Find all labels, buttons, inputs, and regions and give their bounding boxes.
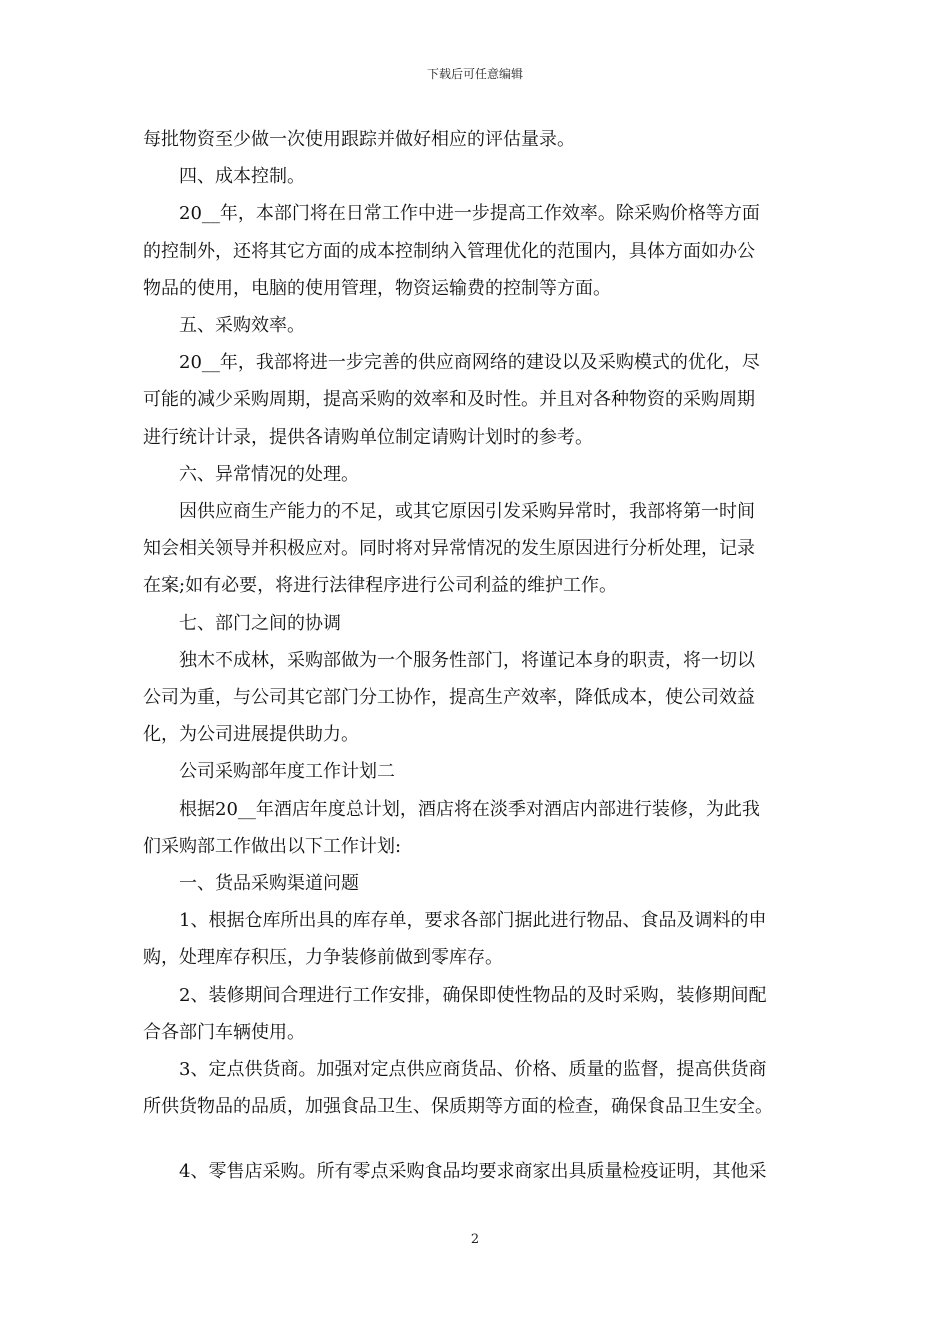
text-line: 们采购部工作做出以下工作计划: — [143, 835, 402, 857]
text-line: 3、定点供货商。加强对定点供应商货品、价格、质量的监督，提高供货商 — [143, 1059, 767, 1081]
page-header: 下载后可任意编辑 — [426, 67, 523, 81]
text-line: 因供应商生产能力的不足，或其它原因引发采购异常时，我部将第一时间 — [143, 501, 755, 523]
text-line: 可能的减少采购周期，提高采购的效率和及时性。并且对各种物资的采购周期 — [143, 389, 755, 411]
text-line: 20__年，我部将进一步完善的供应商网络的建设以及采购模式的优化，尽 — [143, 352, 760, 374]
document-subtitle: 公司采购部年度工作计划二 — [143, 761, 395, 783]
text-line: 知会相关领导并积极应对。同时将对异常情况的发生原因进行分析处理，记录 — [143, 538, 755, 560]
text-line: 每批物资至少做一次使用跟踪并做好相应的评估量录。 — [143, 129, 575, 150]
text-line: 1、根据仓库所出具的库存单，要求各部门据此进行物品、食品及调料的申 — [143, 910, 767, 932]
section-heading: 四、成本控制。 — [143, 166, 305, 188]
text-line: 4、零售店采购。所有零点采购食品均要求商家出具质量检疫证明，其他采 — [143, 1161, 767, 1183]
text-line: 根据20__年酒店年度总计划，酒店将在淡季对酒店内部进行装修，为此我 — [143, 798, 760, 820]
text-line: 公司为重，与公司其它部门分工协作，提高生产效率，降低成本，使公司效益 — [143, 687, 755, 709]
text-line: 的控制外，还将其它方面的成本控制纳入管理优化的范围内，具体方面如办公 — [143, 240, 755, 262]
document-body — [143, 121, 809, 1191]
text-line: 购，处理库存积压，力争装修前做到零库存。 — [143, 947, 503, 969]
section-heading: 七、部门之间的协调 — [143, 612, 341, 634]
text-line: 合各部门车辆使用。 — [143, 1021, 305, 1043]
text-line: 进行统计计录，提供各请购单位制定请购计划时的参考。 — [143, 426, 593, 448]
page-number: 2 — [470, 1232, 480, 1247]
section-heading: 五、采购效率。 — [143, 315, 305, 337]
section-heading: 一、货品采购渠道问题 — [143, 873, 359, 895]
section-heading: 六、异常情况的处理。 — [143, 463, 359, 485]
text-line: 独木不成林，采购部做为一个服务性部门，将谨记本身的职责，将一切以 — [143, 649, 755, 671]
text-line: 化，为公司进展提供助力。 — [143, 724, 359, 746]
text-line: 2、装修期间合理进行工作安排，确保即使性物品的及时采购，装修期间配 — [143, 984, 767, 1006]
text-line: 在案;如有必要，将进行法律程序进行公司利益的维护工作。 — [143, 575, 618, 597]
text-line: 物品的使用，电脑的使用管理，物资运输费的控制等方面。 — [143, 277, 611, 299]
text-line: 20__年，本部门将在日常工作中进一步提高工作效率。除采购价格等方面 — [143, 203, 760, 225]
text-line: 所供货物品的品质，加强食品卫生、保质期等方面的检查，确保食品卫生安全。 — [143, 1096, 773, 1118]
